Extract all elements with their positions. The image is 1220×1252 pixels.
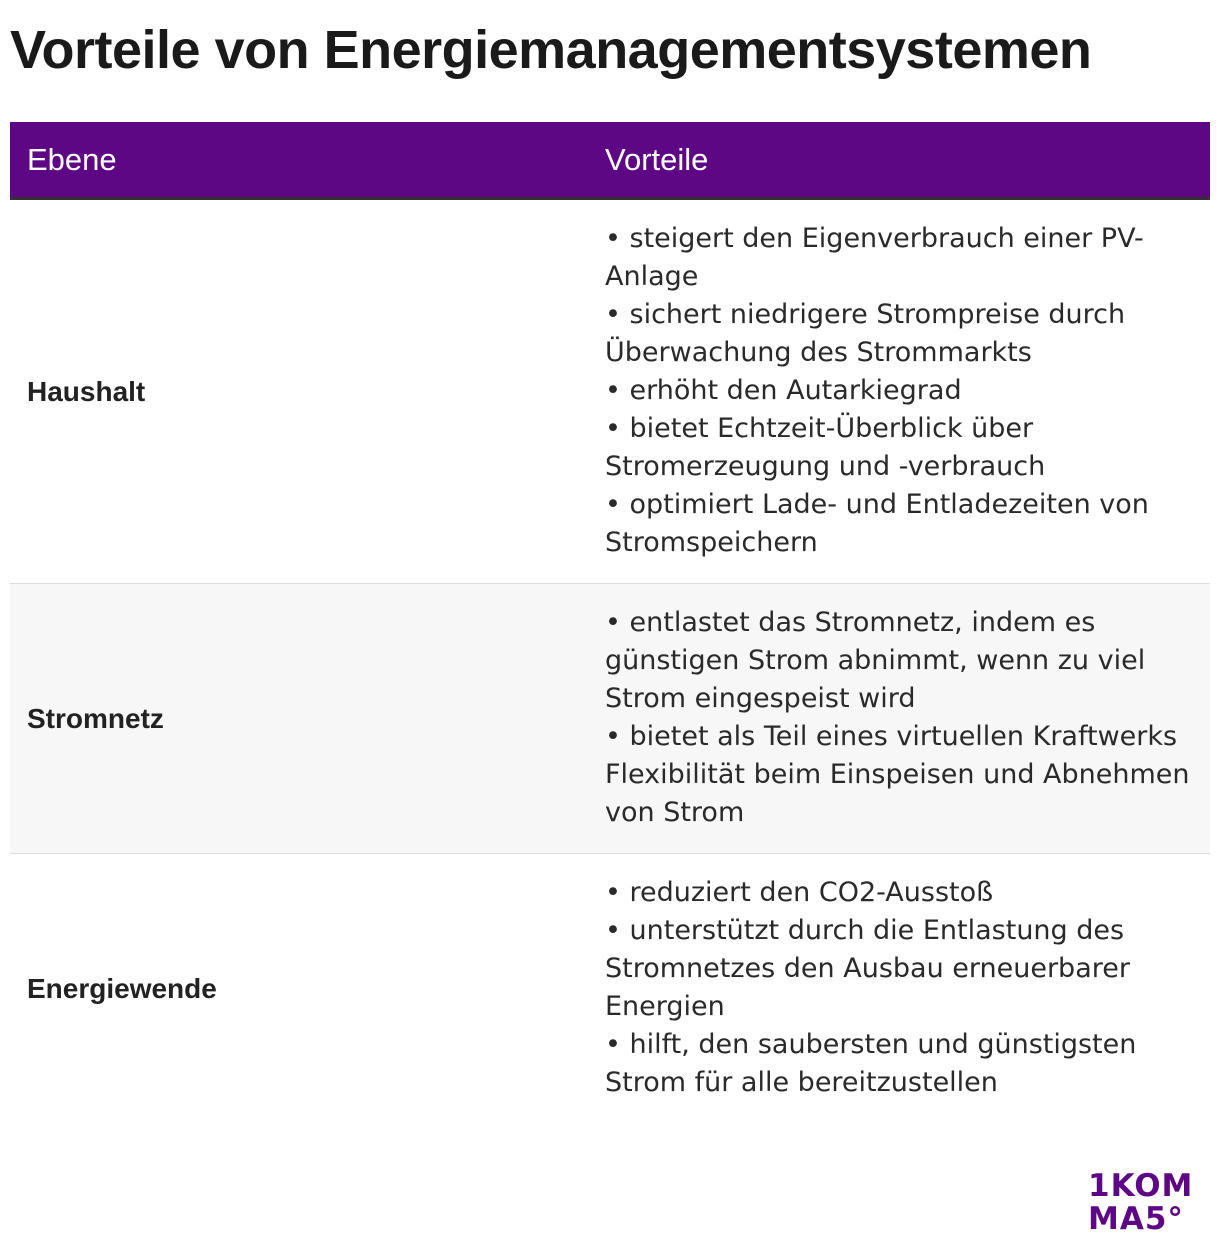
benefit-item: • sichert niedrigere Strompreise durch Überwachung des Strommarkts xyxy=(605,299,1126,368)
row-benefits-list xyxy=(605,874,1190,1102)
row-level-label: Energiewende xyxy=(27,973,217,1004)
column-header-level: Ebene xyxy=(27,142,117,177)
benefit-item: • bietet Echtzeit-Überblick über Stromerzeugung und -verbrauch xyxy=(605,413,1046,482)
benefit-item: • optimiert Lade- und Entladezeiten von Stromspeichern xyxy=(605,489,1149,558)
benefit-item: • reduziert den CO2-Ausstoß xyxy=(605,877,994,908)
benefit-item: • bietet als Teil eines virtuellen Kraftwerks Flexibilität beim Einspeisen und Abnehmen von Strom xyxy=(605,721,1190,828)
page-title: Vorteile von Energiemanagementsystemen xyxy=(10,20,1092,80)
row-benefits-list xyxy=(605,220,1190,562)
table-row xyxy=(10,584,1210,854)
benefit-item: • unterstützt durch die Entlastung des Stromnetzes den Ausbau erneuerbarer Energien xyxy=(605,915,1130,1022)
table-row xyxy=(10,200,1210,584)
logo-line-1: 1KOM xyxy=(1088,1168,1194,1204)
row-level-label: Stromnetz xyxy=(27,702,164,734)
brand-logo xyxy=(1088,1170,1203,1236)
row-benefits-list xyxy=(605,604,1190,832)
benefits-table xyxy=(10,122,1210,1124)
benefit-item: • entlastet das Stromnetz, indem es günstigen Strom abnimmt, wenn zu viel Strom eingespeist wird xyxy=(605,607,1146,714)
column-header-benefits: Vorteile xyxy=(605,142,709,177)
benefit-item: • erhöht den Autarkiegrad xyxy=(605,375,962,406)
table-row xyxy=(10,854,1210,1124)
table-header xyxy=(10,122,1210,200)
logo-line-2: MA5° xyxy=(1088,1201,1184,1237)
row-level-label: Haushalt xyxy=(27,375,146,407)
benefit-item: • hilft, den saubersten und günstigsten Strom für alle bereitzustellen xyxy=(605,1029,1137,1098)
benefit-item: • steigert den Eigenverbrauch einer PV-Anlage xyxy=(605,223,1144,292)
